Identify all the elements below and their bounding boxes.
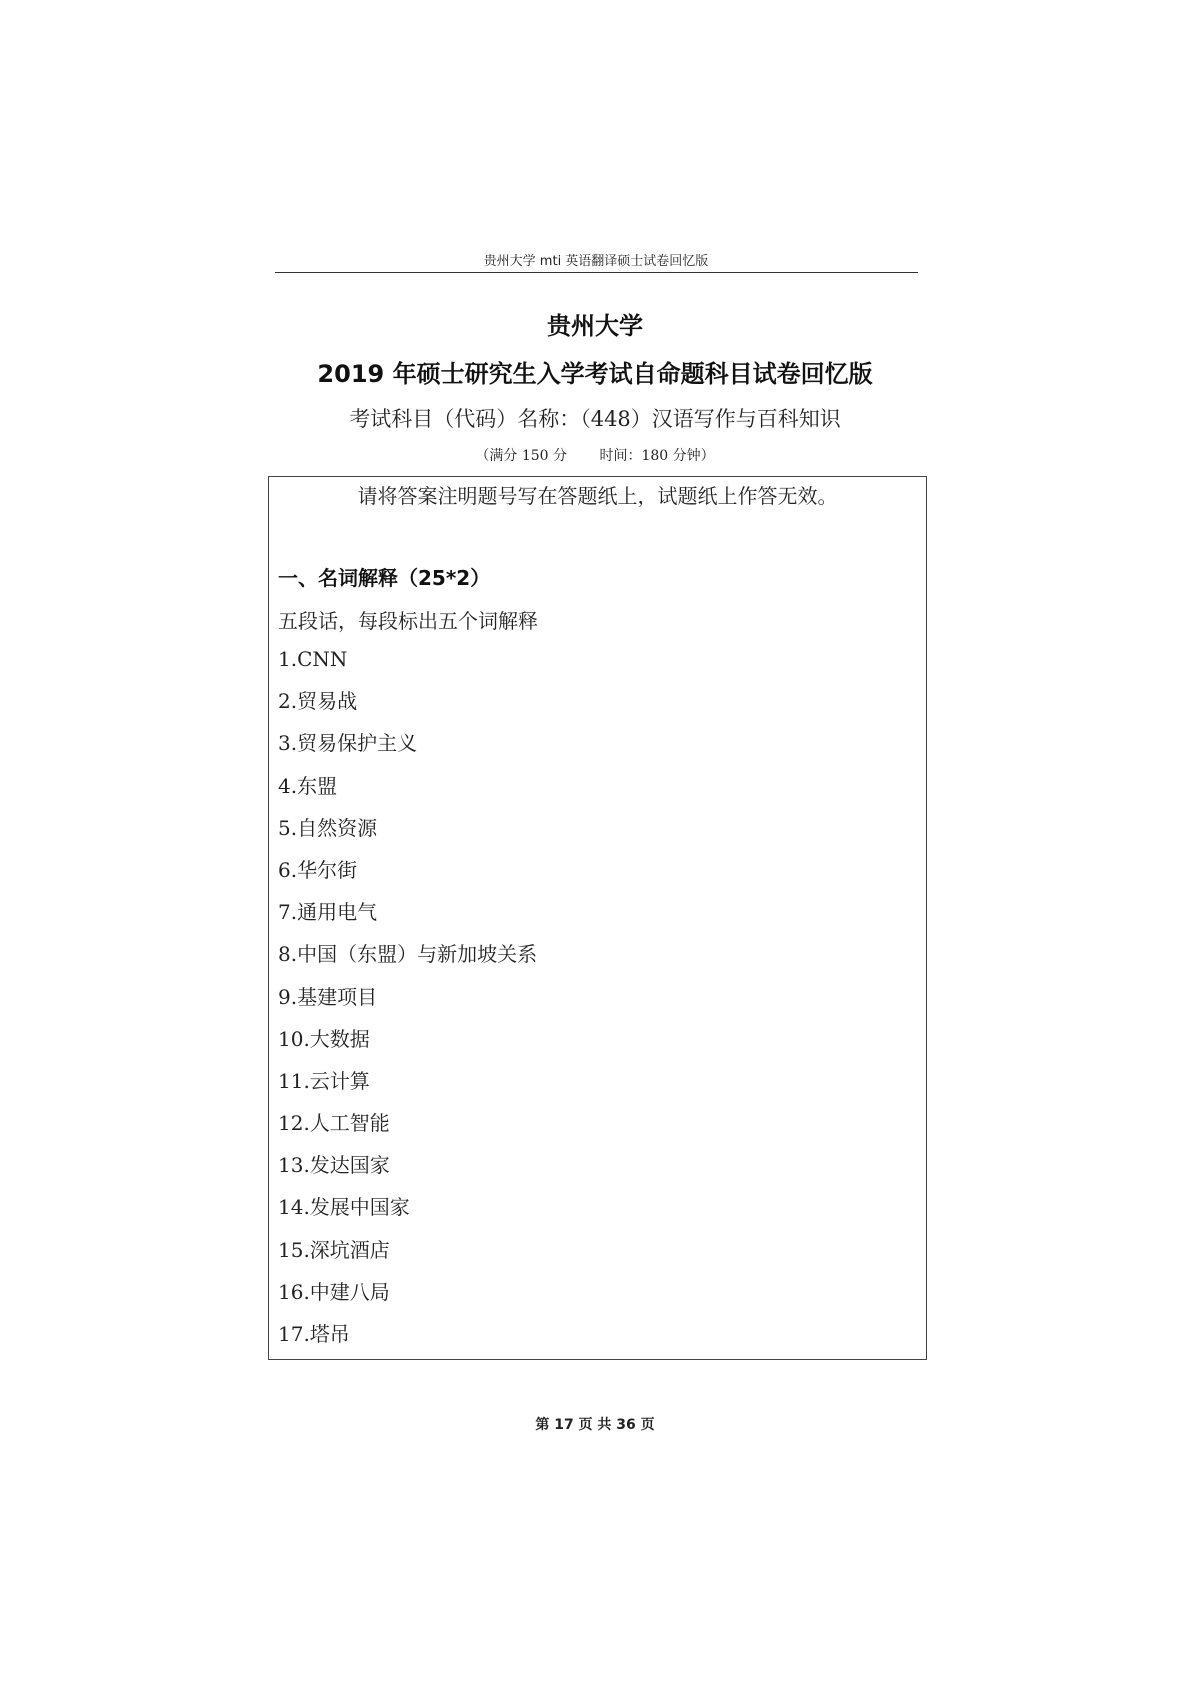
- page-number: 第 17 页 共 36 页: [535, 1417, 655, 1433]
- term-item: 10.大数据: [278, 1026, 370, 1051]
- section-heading: 一、名词解释（25*2）: [278, 566, 491, 590]
- question-box: [268, 476, 927, 1360]
- term-item: 3.贸易保护主义: [278, 731, 418, 756]
- term-item: 13.发达国家: [278, 1153, 390, 1178]
- term-item: 9.基建项目: [278, 984, 378, 1009]
- full-score: （满分 150 分: [475, 448, 567, 464]
- term-item: 4.东盟: [278, 773, 338, 798]
- term-item: 14.发展中国家: [278, 1195, 410, 1220]
- term-item: 16.中建八局: [278, 1279, 390, 1304]
- term-item: 1.CNN: [278, 647, 348, 671]
- term-item: 8.中国（东盟）与新加坡关系: [278, 942, 538, 967]
- term-item: 15.深坑酒店: [278, 1237, 390, 1262]
- term-item: 5.自然资源: [278, 815, 378, 840]
- term-item: 6.华尔街: [278, 857, 358, 882]
- section-description: 五段话，每段标出五个词解释: [278, 609, 538, 633]
- term-item: 17.塔吊: [278, 1322, 350, 1346]
- exam-duration: 时间：180 分钟）: [599, 448, 715, 464]
- term-item: 7.通用电气: [278, 900, 378, 925]
- term-item: 2.贸易战: [278, 689, 358, 714]
- exam-title: 2019 年硕士研究生入学考试自命题科目试卷回忆版: [317, 360, 873, 388]
- running-header: 贵州大学 mti 英语翻译硕士试卷回忆版: [483, 254, 709, 269]
- header-divider: [275, 272, 918, 273]
- exam-subject: 考试科目（代码）名称：（448）汉语写作与百科知识: [349, 407, 841, 431]
- term-item: 12.人工智能: [278, 1111, 390, 1136]
- term-item: 11.云计算: [278, 1068, 370, 1093]
- score-and-time: [0, 445, 1190, 465]
- answer-instruction: 请将答案注明题号写在答题纸上，试题纸上作答无效。: [357, 484, 838, 508]
- school-title: 贵州大学: [547, 312, 643, 340]
- term-list: [278, 647, 537, 1364]
